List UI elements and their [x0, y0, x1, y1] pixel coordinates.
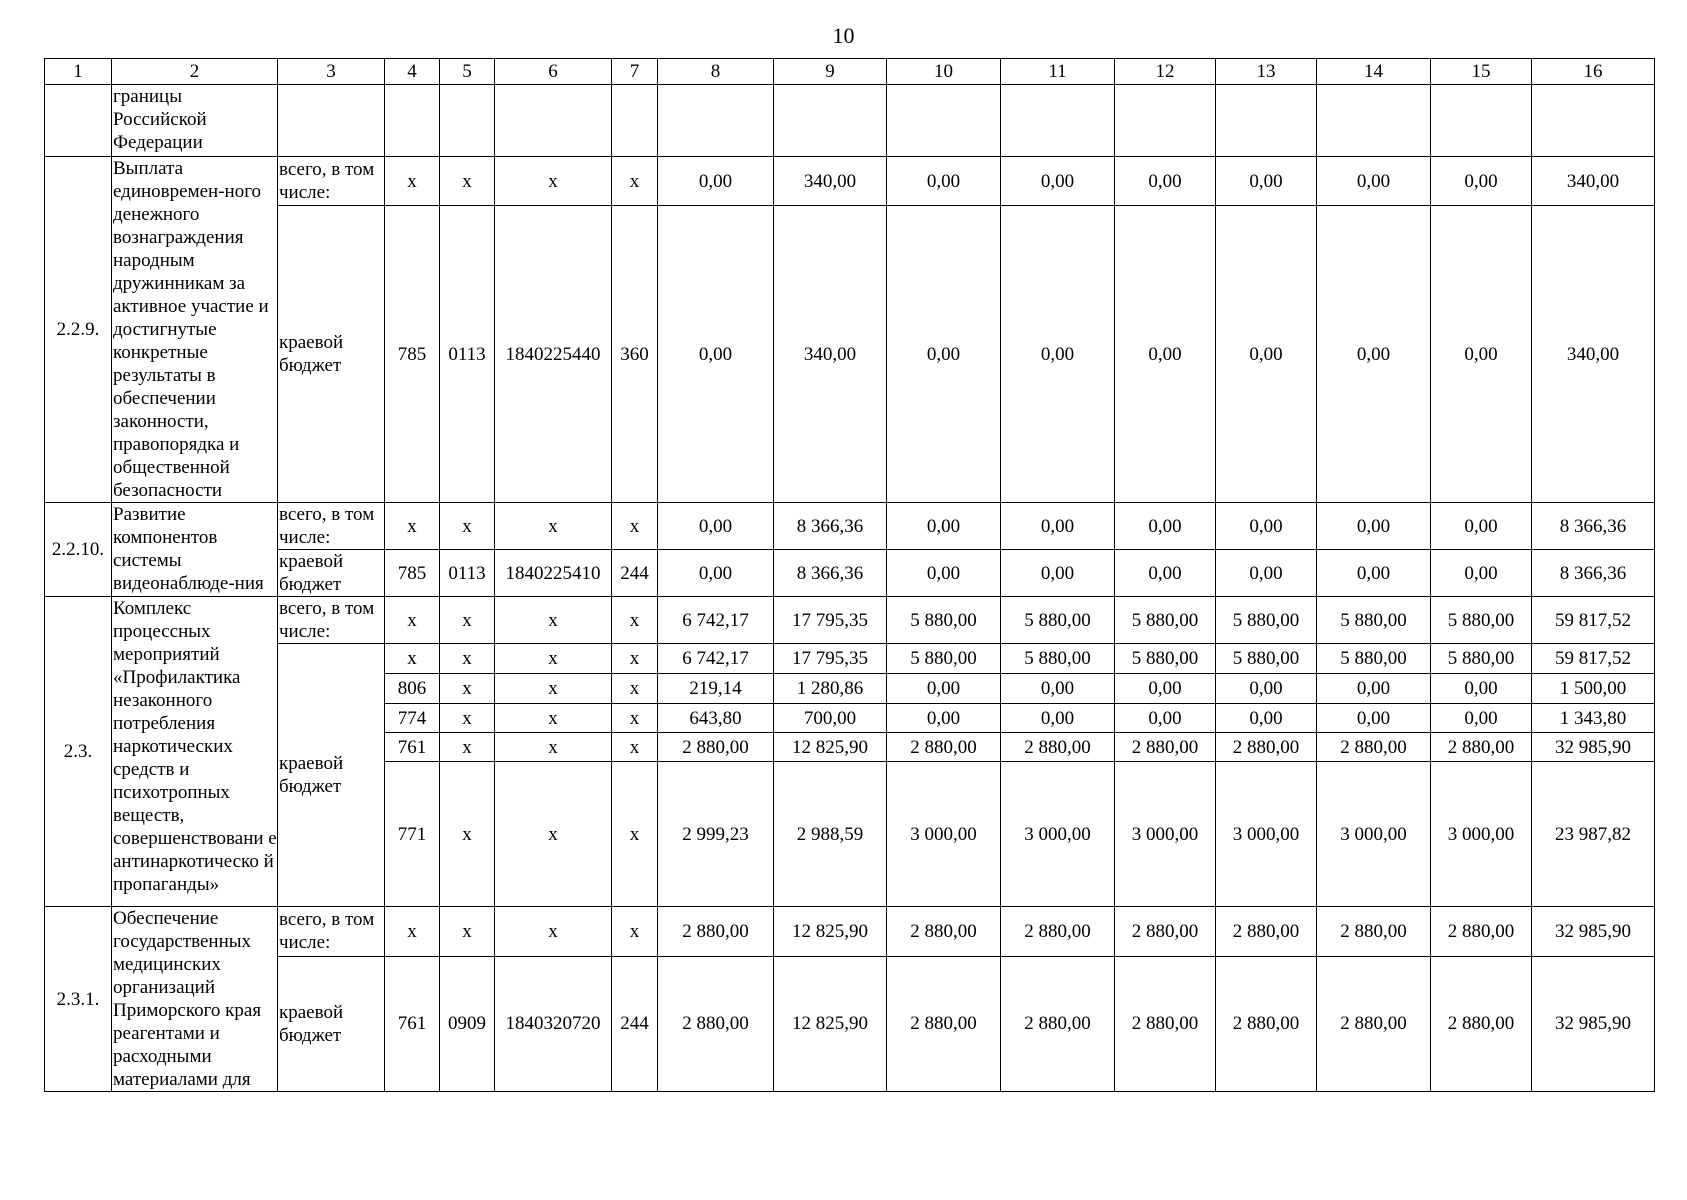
value-cell: 643,80 — [658, 704, 774, 733]
funding-type: всего, в том числе: — [278, 157, 385, 206]
value-cell: 32 985,90 — [1532, 733, 1655, 762]
value-cell: 2 880,00 — [1115, 733, 1216, 762]
value-cell: 5 880,00 — [1317, 644, 1431, 674]
funding-type: краевой бюджет — [278, 550, 385, 597]
value-cell: х — [612, 674, 658, 704]
value-cell: 0,00 — [1001, 157, 1115, 206]
item-code: 2.3.1. — [45, 907, 112, 1092]
value-cell: 0,00 — [1216, 704, 1317, 733]
column-header: 4 — [385, 59, 440, 85]
value-cell: 0,00 — [1317, 206, 1431, 503]
item-name: Обеспечение государственных медицинских организаций Приморского края реагентами и расходными материалами для — [112, 907, 278, 1092]
value-cell: 8 366,36 — [774, 503, 887, 550]
value-cell: 3 000,00 — [1317, 762, 1431, 907]
value-cell: 5 880,00 — [1431, 644, 1532, 674]
value-cell: 0,00 — [1115, 206, 1216, 503]
value-cell: 0,00 — [1115, 157, 1216, 206]
value-cell: 8 366,36 — [1532, 503, 1655, 550]
value-cell: 0,00 — [1216, 503, 1317, 550]
value-cell: х — [495, 762, 612, 907]
funding-type: всего, в том числе: — [278, 597, 385, 644]
value-cell: х — [385, 597, 440, 644]
value-cell: х — [495, 733, 612, 762]
value-cell: 3 000,00 — [1001, 762, 1115, 907]
column-header: 2 — [112, 59, 278, 85]
value-cell: 1 343,80 — [1532, 704, 1655, 733]
value-cell: 0,00 — [1001, 704, 1115, 733]
value-cell: 1 500,00 — [1532, 674, 1655, 704]
value-cell: 0,00 — [1317, 503, 1431, 550]
column-header: 9 — [774, 59, 887, 85]
value-cell: 2 880,00 — [1216, 907, 1317, 957]
item-code: 2.3. — [45, 597, 112, 907]
value-cell: 2 880,00 — [887, 733, 1001, 762]
column-header: 3 — [278, 59, 385, 85]
value-cell: х — [440, 503, 495, 550]
value-cell: 12 825,90 — [774, 907, 887, 957]
item-code — [45, 85, 112, 157]
value-cell: 0,00 — [658, 550, 774, 597]
value-cell: 0,00 — [887, 674, 1001, 704]
value-cell: 0,00 — [658, 157, 774, 206]
column-header: 10 — [887, 59, 1001, 85]
value-cell: 8 366,36 — [1532, 550, 1655, 597]
value-cell: х — [612, 597, 658, 644]
value-cell: 12 825,90 — [774, 733, 887, 762]
value-cell: 761 — [385, 956, 440, 1091]
value-cell: х — [612, 733, 658, 762]
value-cell: 0,00 — [1001, 550, 1115, 597]
value-cell: х — [385, 644, 440, 674]
column-header: 1 — [45, 59, 112, 85]
value-cell: 5 880,00 — [1216, 597, 1317, 644]
value-cell: 2 880,00 — [1317, 956, 1431, 1091]
value-cell: 340,00 — [774, 157, 887, 206]
value-cell: 23 987,82 — [1532, 762, 1655, 907]
column-header: 12 — [1115, 59, 1216, 85]
value-cell: 244 — [612, 956, 658, 1091]
funding-type: всего, в том числе: — [278, 503, 385, 550]
value-cell: х — [440, 733, 495, 762]
value-cell: 0909 — [440, 956, 495, 1091]
value-cell: 0,00 — [1317, 157, 1431, 206]
value-cell: 360 — [612, 206, 658, 503]
value-cell: 2 880,00 — [1001, 907, 1115, 957]
value-cell: 2 880,00 — [1431, 907, 1532, 957]
value-cell: 774 — [385, 704, 440, 733]
value-cell: 0,00 — [887, 550, 1001, 597]
value-cell: 59 817,52 — [1532, 597, 1655, 644]
value-cell: 0,00 — [1216, 157, 1317, 206]
value-cell: х — [385, 157, 440, 206]
value-cell: 0,00 — [887, 157, 1001, 206]
value-cell: 0,00 — [1001, 206, 1115, 503]
value-cell: 700,00 — [774, 704, 887, 733]
value-cell: 771 — [385, 762, 440, 907]
column-header: 13 — [1216, 59, 1317, 85]
value-cell: 5 880,00 — [1001, 597, 1115, 644]
value-cell: 2 880,00 — [1001, 956, 1115, 1091]
value-cell: 0,00 — [658, 503, 774, 550]
funding-type: всего, в том числе: — [278, 907, 385, 957]
value-cell: 0,00 — [1431, 503, 1532, 550]
value-cell: х — [495, 597, 612, 644]
value-cell: 17 795,35 — [774, 644, 887, 674]
value-cell: 0,00 — [1001, 674, 1115, 704]
value-cell: 0,00 — [1216, 550, 1317, 597]
value-cell: 5 880,00 — [1001, 644, 1115, 674]
value-cell: 5 880,00 — [1115, 597, 1216, 644]
table-row — [45, 206, 1655, 503]
value-cell: 32 985,90 — [1532, 907, 1655, 957]
value-cell: 1840320720 — [495, 956, 612, 1091]
value-cell: 32 985,90 — [1532, 956, 1655, 1091]
item-code: 2.2.10. — [45, 503, 112, 597]
value-cell: 0,00 — [1216, 674, 1317, 704]
value-cell: 1840225410 — [495, 550, 612, 597]
value-cell: 0113 — [440, 550, 495, 597]
value-cell: 0,00 — [1431, 550, 1532, 597]
value-cell: 6 742,17 — [658, 597, 774, 644]
value-cell: х — [440, 157, 495, 206]
value-cell: 8 366,36 — [774, 550, 887, 597]
value-cell: х — [495, 503, 612, 550]
value-cell: 5 880,00 — [1431, 597, 1532, 644]
value-cell: 2 988,59 — [774, 762, 887, 907]
funding-type: краевой бюджет — [278, 206, 385, 503]
value-cell: 6 742,17 — [658, 644, 774, 674]
value-cell: 785 — [385, 206, 440, 503]
value-cell: х — [440, 644, 495, 674]
table-row — [45, 157, 1655, 206]
value-cell: 5 880,00 — [1115, 644, 1216, 674]
value-cell: 3 000,00 — [1431, 762, 1532, 907]
column-header: 8 — [658, 59, 774, 85]
header-row — [45, 59, 1655, 85]
funding-type: краевой бюджет — [278, 956, 385, 1091]
value-cell: 5 880,00 — [1317, 597, 1431, 644]
value-cell: 5 880,00 — [1216, 644, 1317, 674]
value-cell: 785 — [385, 550, 440, 597]
value-cell: 0,00 — [887, 704, 1001, 733]
value-cell: х — [440, 762, 495, 907]
value-cell: х — [612, 503, 658, 550]
value-cell: 0,00 — [887, 503, 1001, 550]
value-cell: 2 880,00 — [1216, 956, 1317, 1091]
value-cell: 0,00 — [1431, 674, 1532, 704]
value-cell: 0,00 — [1431, 206, 1532, 503]
value-cell: х — [495, 644, 612, 674]
table-row — [45, 550, 1655, 597]
column-header: 6 — [495, 59, 612, 85]
value-cell: 2 880,00 — [658, 956, 774, 1091]
value-cell: 340,00 — [774, 206, 887, 503]
value-cell: х — [612, 157, 658, 206]
value-cell: 0,00 — [1431, 157, 1532, 206]
value-cell: 0,00 — [1001, 503, 1115, 550]
table-row — [45, 644, 1655, 674]
page-number: 10 — [832, 23, 855, 48]
value-cell: 2 880,00 — [1115, 956, 1216, 1091]
column-header: 14 — [1317, 59, 1431, 85]
table-row — [45, 956, 1655, 1091]
value-cell: х — [440, 674, 495, 704]
value-cell: х — [385, 503, 440, 550]
value-cell: 219,14 — [658, 674, 774, 704]
value-cell: 3 000,00 — [887, 762, 1001, 907]
value-cell: 761 — [385, 733, 440, 762]
value-cell: 2 880,00 — [1317, 907, 1431, 957]
budget-table — [44, 58, 1655, 1092]
value-cell: 2 880,00 — [887, 907, 1001, 957]
table-row — [45, 85, 1655, 157]
value-cell: 0,00 — [887, 206, 1001, 503]
value-cell: 5 880,00 — [887, 597, 1001, 644]
value-cell: 0,00 — [1115, 674, 1216, 704]
value-cell: 12 825,90 — [774, 956, 887, 1091]
value-cell: х — [440, 597, 495, 644]
column-header: 11 — [1001, 59, 1115, 85]
value-cell: 0,00 — [1216, 206, 1317, 503]
item-name: Выплата единовремен-ного денежного вознаграждения народным дружинникам за активное участие и достигнутые конкретные результаты в обеспечении законности, правопорядка и общественной безопасности — [112, 157, 278, 503]
value-cell: 0,00 — [1115, 704, 1216, 733]
value-cell: 340,00 — [1532, 206, 1655, 503]
value-cell: 0113 — [440, 206, 495, 503]
value-cell: 806 — [385, 674, 440, 704]
value-cell: х — [385, 907, 440, 957]
value-cell: 2 999,23 — [658, 762, 774, 907]
value-cell: 1 280,86 — [774, 674, 887, 704]
value-cell: 0,00 — [1317, 550, 1431, 597]
table-row — [45, 907, 1655, 957]
value-cell: 0,00 — [1317, 674, 1431, 704]
value-cell: х — [612, 644, 658, 674]
value-cell: 2 880,00 — [658, 907, 774, 957]
item-name: границы Российской Федерации — [112, 85, 278, 157]
value-cell: 340,00 — [1532, 157, 1655, 206]
value-cell: 59 817,52 — [1532, 644, 1655, 674]
value-cell: х — [495, 907, 612, 957]
value-cell: 2 880,00 — [1431, 956, 1532, 1091]
value-cell: 0,00 — [1115, 503, 1216, 550]
value-cell: х — [612, 762, 658, 907]
value-cell: х — [612, 907, 658, 957]
value-cell: 2 880,00 — [887, 956, 1001, 1091]
value-cell: 2 880,00 — [1431, 733, 1532, 762]
value-cell: 17 795,35 — [774, 597, 887, 644]
column-header: 5 — [440, 59, 495, 85]
table-row — [45, 503, 1655, 550]
value-cell: 3 000,00 — [1216, 762, 1317, 907]
column-header: 7 — [612, 59, 658, 85]
item-code: 2.2.9. — [45, 157, 112, 503]
value-cell: х — [495, 704, 612, 733]
table-row — [45, 597, 1655, 644]
value-cell: 244 — [612, 550, 658, 597]
item-name: Комплекс процессных мероприятий «Профилактика незаконного потребления наркотических средств и психотропных веществ, совершенствовани е антинаркотическо й пропаганды» — [112, 597, 278, 907]
column-header: 16 — [1532, 59, 1655, 85]
value-cell: х — [440, 704, 495, 733]
value-cell: х — [440, 907, 495, 957]
value-cell: 2 880,00 — [1317, 733, 1431, 762]
value-cell: х — [495, 157, 612, 206]
value-cell: 0,00 — [658, 206, 774, 503]
value-cell: 0,00 — [1317, 704, 1431, 733]
value-cell: 2 880,00 — [1216, 733, 1317, 762]
value-cell: х — [612, 704, 658, 733]
value-cell: 0,00 — [1431, 704, 1532, 733]
column-header: 15 — [1431, 59, 1532, 85]
item-name: Развитие компонентов системы видеонаблюде-ния — [112, 503, 278, 597]
value-cell: 5 880,00 — [887, 644, 1001, 674]
value-cell: х — [495, 674, 612, 704]
value-cell: 1840225440 — [495, 206, 612, 503]
value-cell: 2 880,00 — [1115, 907, 1216, 957]
funding-type: краевой бюджет — [278, 644, 385, 907]
value-cell: 3 000,00 — [1115, 762, 1216, 907]
value-cell: 2 880,00 — [1001, 733, 1115, 762]
value-cell: 0,00 — [1115, 550, 1216, 597]
value-cell: 2 880,00 — [658, 733, 774, 762]
